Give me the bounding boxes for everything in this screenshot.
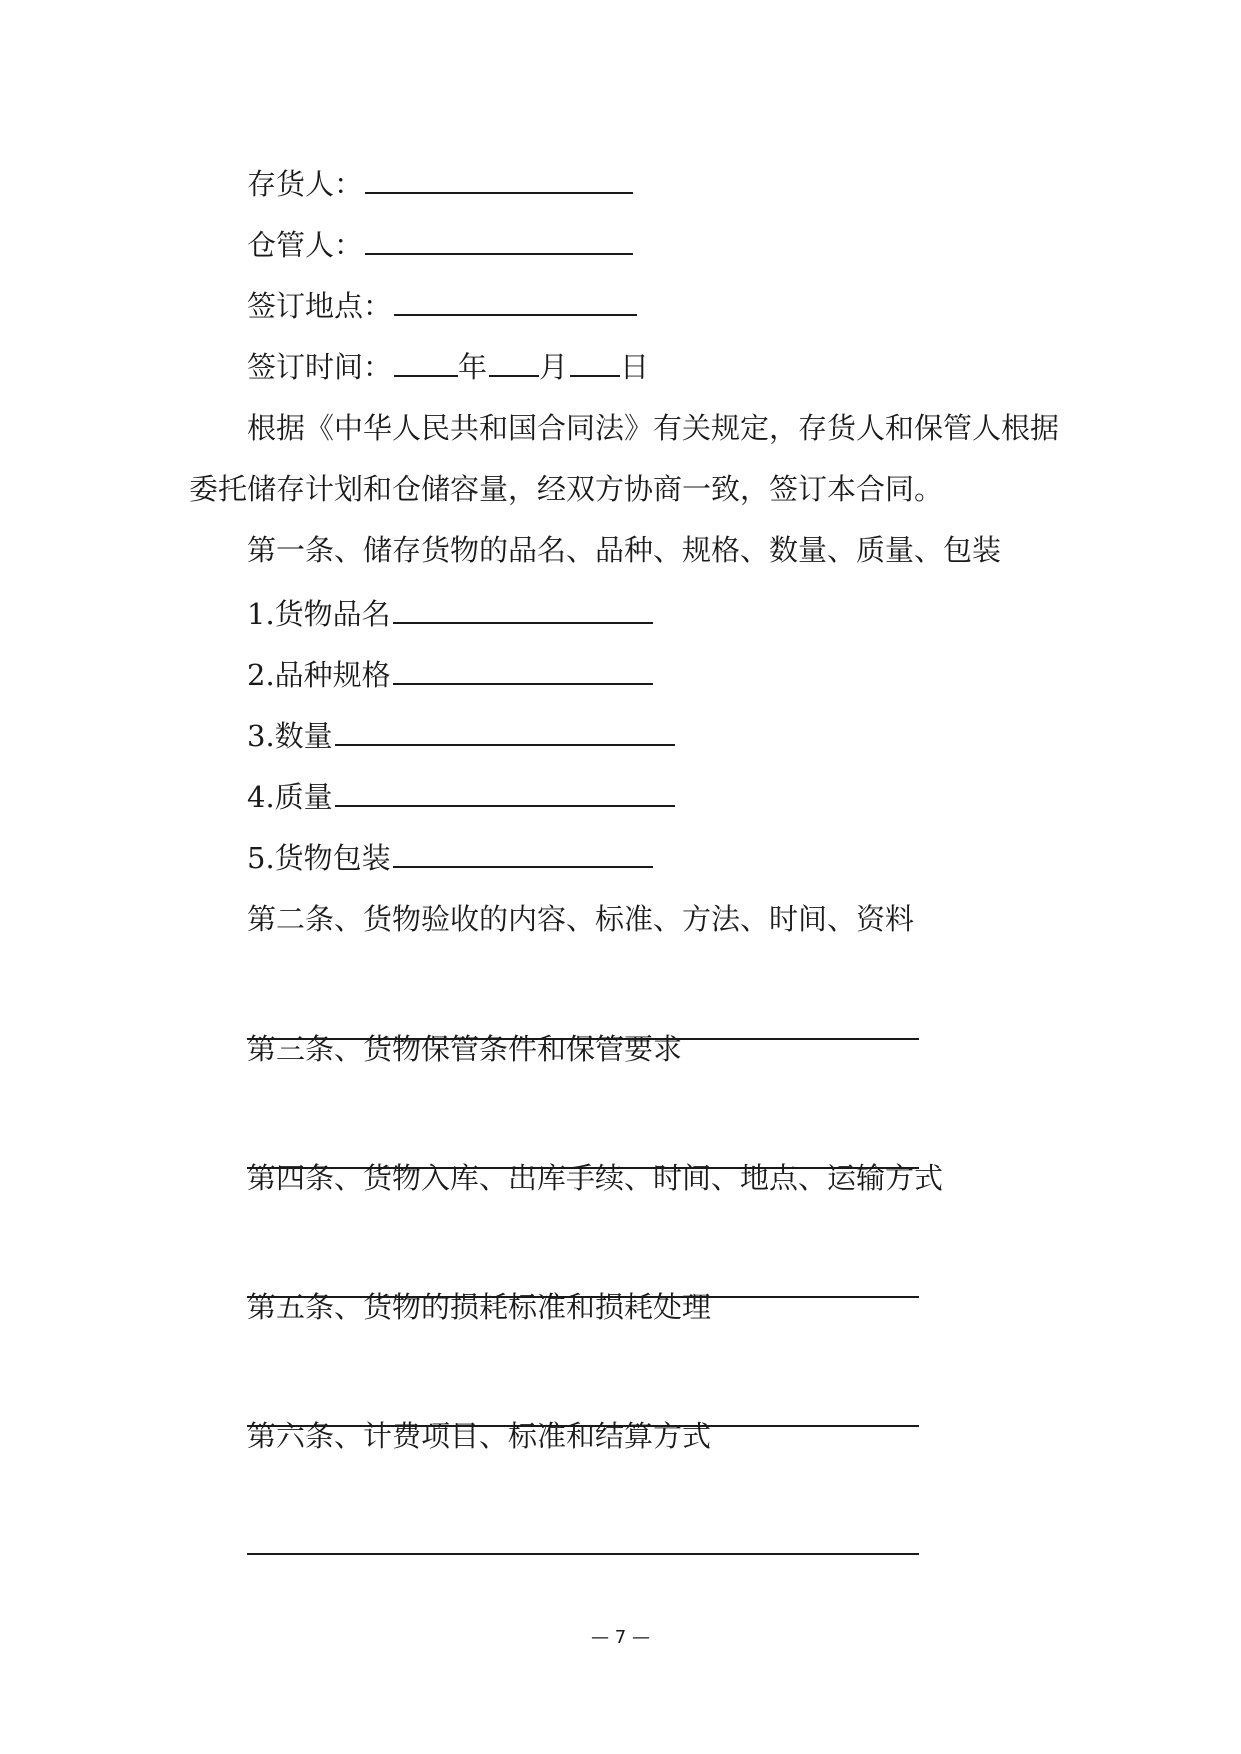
page-number: — 7 — [591, 1627, 650, 1648]
item-blank[interactable] [393, 653, 653, 685]
intro-line-1: 根据《中华人民共和国合同法》有关规定，存货人和保管人根据 [247, 411, 1060, 445]
article6-answer-line[interactable] [247, 1553, 919, 1555]
time-field [247, 345, 649, 387]
article1-item-quality [247, 775, 675, 817]
keeper-blank[interactable] [365, 223, 633, 255]
month-blank[interactable] [489, 345, 539, 377]
place-field [247, 284, 637, 326]
item-blank[interactable] [393, 836, 653, 868]
article4-title: 第四条、货物入库、出库手续、时间、地点、运输方式 [247, 1161, 944, 1195]
day-blank[interactable] [570, 345, 620, 377]
place-blank[interactable] [394, 284, 637, 316]
time-label: 签订时间： [247, 350, 393, 384]
item-label: 3.数量 [247, 719, 333, 753]
keeper-field [247, 223, 633, 265]
place-label: 签订地点： [247, 289, 393, 323]
keeper-label: 仓管人： [247, 228, 364, 262]
item-blank[interactable] [393, 592, 653, 624]
item-blank[interactable] [335, 775, 675, 807]
depositor-label: 存货人： [247, 167, 364, 201]
article3-title: 第三条、货物保管条件和保管要求 [247, 1032, 683, 1066]
year-blank[interactable] [394, 345, 458, 377]
day-label: 日 [620, 350, 650, 384]
article6-title: 第六条、计费项目、标准和结算方式 [247, 1419, 712, 1453]
article1-item-spec [247, 653, 653, 695]
article5-title: 第五条、货物的损耗标准和损耗处理 [247, 1290, 712, 1324]
item-label: 1.货物品名 [247, 597, 391, 631]
article1-item-quantity [247, 714, 675, 756]
month-label: 月 [539, 350, 569, 384]
intro-line-2: 委托储存计划和仓储容量，经双方协商一致，签订本合同。 [189, 472, 944, 506]
article1-item-name [247, 592, 653, 634]
year-label: 年 [458, 350, 488, 384]
item-label: 5.货物包装 [247, 841, 391, 875]
depositor-field [247, 162, 633, 204]
item-label: 4.质量 [247, 780, 333, 814]
depositor-blank[interactable] [365, 162, 633, 194]
item-blank[interactable] [335, 714, 675, 746]
article1-item-packaging [247, 836, 653, 878]
article2-title: 第二条、货物验收的内容、标准、方法、时间、资料 [247, 902, 915, 936]
item-label: 2.品种规格 [247, 658, 391, 692]
article1-title: 第一条、储存货物的品名、品种、规格、数量、质量、包装 [247, 533, 1002, 567]
